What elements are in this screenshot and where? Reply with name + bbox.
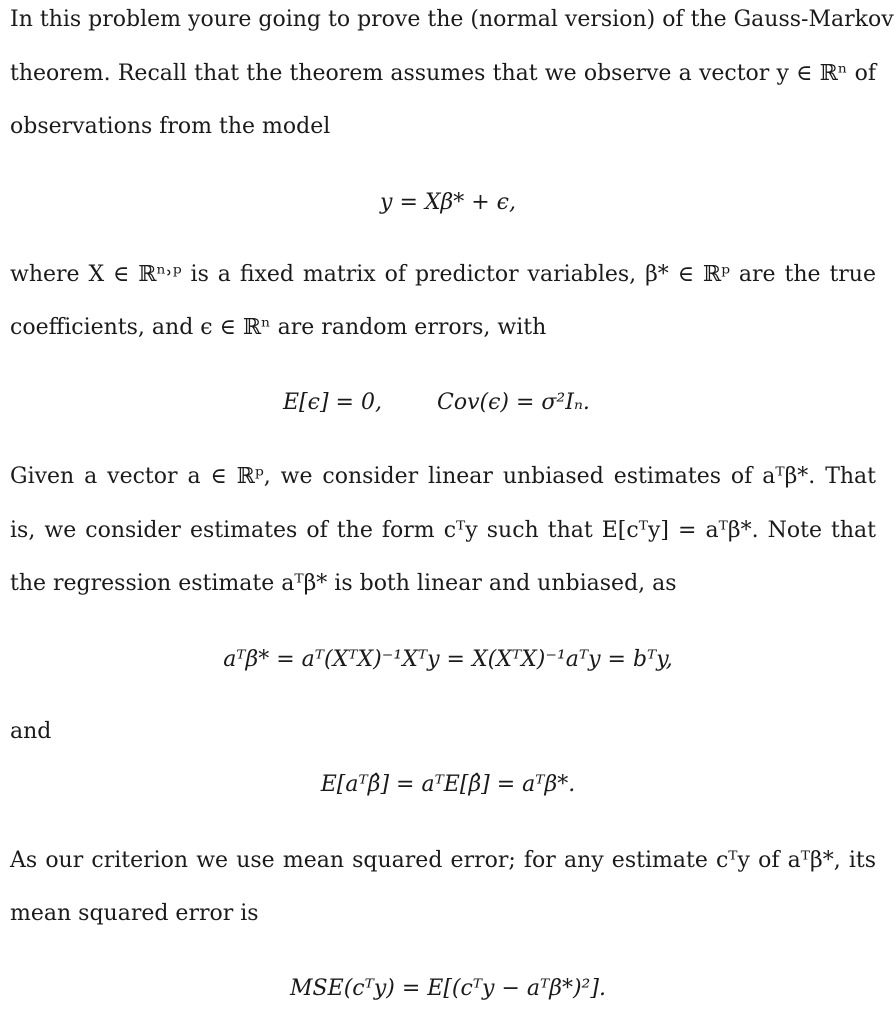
equation-error-covariance: Cov(ϵ) = σ²Iₙ.: [437, 390, 590, 415]
paragraph-1-line-2: theorem. Recall that the theorem assumes that we observe a vector y ∈ ℝⁿ of: [10, 61, 876, 86]
equation-mse: MSE(cᵀy) = E[(cᵀy − aᵀβ*)²].: [290, 976, 606, 1001]
and-word: and: [10, 719, 52, 744]
paragraph-1-line-1: In this problem youre going to prove the (normal version) of the Gauss-Markov: [10, 7, 894, 32]
equation-error-mean: E[ϵ] = 0,: [283, 390, 382, 415]
paragraph-4-line-2: mean squared error is: [10, 901, 259, 926]
equation-regression-estimate: aᵀβ* = aᵀ(XᵀX)⁻¹Xᵀy = X(XᵀX)⁻¹aᵀy = bᵀy,: [223, 647, 673, 672]
equation-unbiased: E[aᵀβ̂] = aᵀE[β̂] = aᵀβ*.: [320, 772, 576, 797]
paragraph-3-line-1: Given a vector a ∈ ℝᵖ, we consider linear unbiased estimates of aᵀβ*. That: [10, 464, 876, 489]
paragraph-3-line-2: is, we consider estimates of the form cᵀy such that E[cᵀy] = aᵀβ*. Note that: [10, 518, 876, 543]
paragraph-2-line-2: coefficients, and ϵ ∈ ℝⁿ are random errors, with: [10, 315, 547, 340]
equation-model: y = Xβ* + ϵ,: [380, 190, 516, 215]
paragraph-1-line-3: observations from the model: [10, 114, 331, 139]
paragraph-2-line-1: where X ∈ ℝⁿ˒ᵖ is a fixed matrix of predictor variables, β* ∈ ℝᵖ are the true: [10, 262, 876, 287]
paragraph-3-line-3: the regression estimate aᵀβ* is both linear and unbiased, as: [10, 571, 677, 596]
paragraph-4-line-1: As our criterion we use mean squared error; for any estimate cᵀy of aᵀβ*, its: [10, 848, 876, 873]
